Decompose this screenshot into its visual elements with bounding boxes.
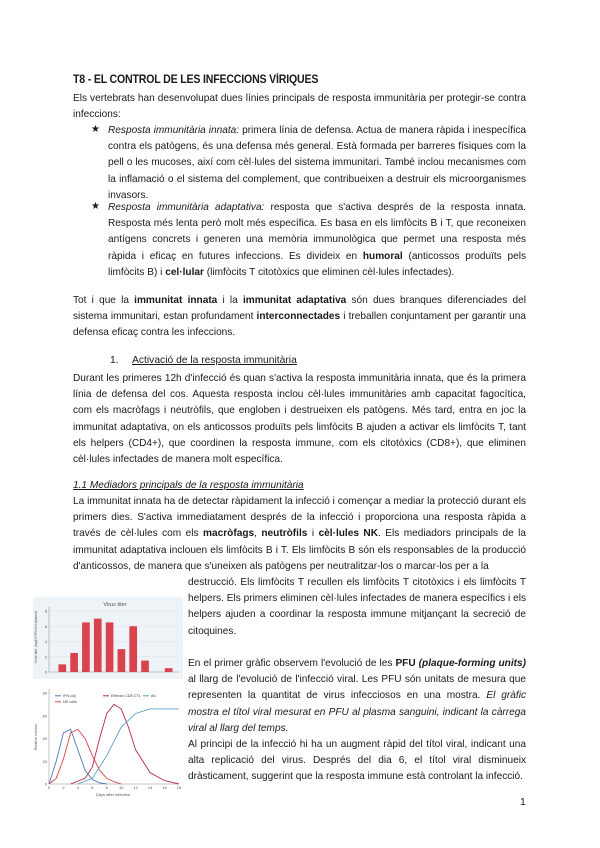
virus-titer-chart — [33, 597, 183, 679]
chart2-xtick-label: 12 — [133, 785, 138, 790]
bold-interconnected: interconnectades — [256, 311, 341, 323]
chart2-xtick-label: 0 — [47, 785, 51, 790]
graph-paragraph-2: Al principi de la infecció hi ha un augment ràpid del títol viral, indicant una alta replicació del virus. Després del dia 6, el títol viral disminueix dràsticament, suggerint que la resposta immune està controlant la infecció. — [188, 739, 526, 783]
chart2-xtick-label: 4 — [76, 785, 80, 790]
bullet-adaptive-text: resposta que s'activa després de la resposta innata. Resposta més lenta però molt més específica. Es basa en els limfòcits B i T, que reconeixen antígens concrets i generen una memòria immunològica que permet una resposta més ràpida i eficaç en futures infeccions. Es divideix en — [108, 202, 526, 262]
section-title: Activació de la resposta immunitària — [132, 355, 297, 366]
chart2-legend-label: Ab — [151, 694, 156, 698]
bullet-adaptive — [108, 200, 526, 281]
chart1-bar — [70, 653, 78, 672]
intro-paragraph: Els vertebrats han desenvolupat dues línies principals de resposta immunitària per protegir-se contra infeccions: — [73, 93, 526, 121]
page-number: 1 — [520, 796, 526, 808]
section-1-heading — [110, 355, 297, 366]
text-span: són dues branques diferenciades del sistema immunitari, estan profundament — [73, 295, 526, 323]
bold-nk-cells: cèl·lules NK — [318, 528, 379, 540]
text-span: i la — [217, 295, 243, 306]
chart1-ylabel: Virus titer (log10 PFU/ml plasma) — [34, 610, 38, 664]
bold-macrophages: macròfags — [203, 528, 255, 540]
bold-innate: immunitat innata — [134, 295, 218, 306]
chart2-xlabel: Days after infection — [95, 792, 131, 797]
section-1-paragraph: Durant les primeres 12h d'infecció és quan s'activa la resposta immunitària innata, que és la primera línia de defensa del cos. Aquesta resposta inclou cèl·lules immunitàries amb capacitat fagocítica, com els macròfags i neutròfils, que engloben i destrueixen els patògens. Més tard, entra en joc la immunitat adaptativa, on els anticossos produïts pels limfòcits B ajuden a activar els limfòcits T, tant els helpers (CD4+), que coordinen la resposta immune, com els citotòxics (CD8+), que eliminen cèl·lules infectades de manera molt específica. — [73, 373, 526, 466]
chart1-bar — [82, 622, 90, 672]
text-span: Tot i que la — [73, 295, 135, 306]
bullet-innate-text: primera línia de defensa. Actua de manera ràpida i inespecífica contra els patògens, és una defensa més general. Està formada per barreres físiques com la pell o les mucoses, així com cèl·lules del sistema immunitari. També inclou mecanismes com la inflamació o el sistema del complement, que contribueixen a destruir els microorganismes invasors. — [108, 125, 526, 201]
bold-pfu: PFU — [395, 658, 416, 669]
bold-italic-pfu-def: (plaque-forming units) — [415, 658, 526, 669]
chart2-ytick-label: 60 — [42, 713, 47, 719]
text-span: i — [307, 528, 319, 540]
section-1-1-paragraph-cont: destrucció. Els limfòcits T recullen els limfòcits T citotòxics i els limfòcits T helpers. Els primers eliminen cèl·lules infectades de manera específics i els helpers ajuden a coordinar la resposta immune mitjançant la secreció de citoquines. — [188, 577, 526, 637]
chart2-xtick-label: 14 — [147, 785, 153, 790]
chart1-title: Virus titer — [103, 602, 127, 608]
integration-paragraph — [73, 293, 526, 342]
chart1-bar — [165, 668, 173, 672]
text-span: . Els mediadors principals de la immunitat adaptativa inclouen els limfòcits B i T. Els limfòcits B són els responsables de la producció d'anticossos, de manera que s'uneixen als patògens per neutralitzar-los o marcar-los per a la — [73, 528, 527, 572]
bold-cellular: cel·lular — [165, 266, 204, 278]
bold-neutrophils: neutròfils — [261, 528, 308, 540]
chart2-xtick-label: 18 — [176, 785, 182, 790]
chart1-bar — [106, 622, 114, 672]
immune-response-chart — [33, 683, 183, 797]
chart2-xtick-label: 6 — [91, 785, 94, 790]
chart2-ylabel: Relative number — [34, 723, 38, 751]
chart2-xtick-label: 16 — [162, 785, 167, 790]
figure-charts — [33, 597, 183, 797]
bold-adaptive: immunitat adaptativa — [242, 295, 347, 306]
section-1-1-paragraph — [73, 494, 526, 575]
chart2-xtick-label: 10 — [118, 785, 124, 790]
bullet-innate — [108, 123, 526, 204]
graph-paragraph — [188, 656, 526, 737]
page-title: T8 - EL CONTROL DE LES INFECCIONS VÍRIQUES — [73, 74, 319, 86]
italic-span: El gràfic mostra el títol viral mesurat en PFU al plasma sanguini, indicant la càrrega viral al llarg del temps. — [188, 690, 526, 734]
chart2-xtick-label: 8 — [105, 785, 108, 790]
chart1-bar — [129, 626, 137, 672]
chart1-ytick-label: 4 — [44, 639, 47, 644]
star-bullet-icon: ★ — [91, 201, 100, 212]
bullet-adaptive-term: Resposta immunitària adaptativa: — [108, 202, 265, 213]
text-span: al llarg de l'evolució de l'infecció viral. Les PFU són unitats de mesura que representen la quantitat de virus infecciosos en una mostra. — [188, 674, 526, 702]
chart2-background — [33, 683, 183, 797]
subsection-1-1-heading: 1.1 Mediadors principals de la resposta immunitària — [73, 480, 304, 491]
chart1-ytick-label: 0 — [44, 669, 47, 675]
text-span: , — [254, 528, 262, 540]
chart1-ytick-label: 8 — [44, 608, 47, 614]
chart1-ytick-label: 6 — [44, 623, 47, 629]
chart2-ytick-label: 0 — [44, 781, 47, 787]
bold-humoral: humoral — [362, 250, 403, 262]
text-span: En el primer gràfic observem l'evolució de les — [188, 658, 396, 669]
text-span: i treballen conjuntament per garantir una defensa eficaç contra les infeccions. — [73, 311, 526, 339]
chart1-bar — [141, 661, 149, 672]
bullet-adaptive-text-c: (limfòcits T citotòxics que eliminen cèl·lules infectades). — [203, 266, 455, 278]
chart2-ytick-label: 20 — [42, 758, 47, 764]
chart2-legend-label: NK cells — [63, 700, 77, 704]
chart1-bar — [118, 649, 126, 672]
chart2-legend-label: Effector CD8 CTL — [111, 694, 141, 698]
section-number: 1. — [110, 355, 119, 366]
chart2-xtick-label: 2 — [62, 785, 65, 790]
chart2-ytick-label: 80 — [42, 690, 47, 696]
chart1-bar — [58, 664, 66, 672]
chart2-legend-label: IFN-α/β — [63, 694, 76, 698]
chart2-ytick-label: 40 — [42, 736, 47, 741]
chart1-ytick-label: 2 — [44, 654, 47, 660]
bullet-adaptive-text-b: (anticossos produïts pels limfòcits B) i — [108, 250, 526, 278]
text-span: La immunitat innata ha de detectar ràpidament la infecció i començar a mediar la protecció durant els primers dies. S'activa immediatament després de la infecció i proporciona una resposta ràpida a través de cèl·lules com els — [73, 496, 526, 540]
bullet-innate-term: Resposta immunitària innata: — [108, 125, 240, 136]
star-bullet-icon: ★ — [91, 124, 100, 135]
chart1-bar — [94, 619, 102, 672]
